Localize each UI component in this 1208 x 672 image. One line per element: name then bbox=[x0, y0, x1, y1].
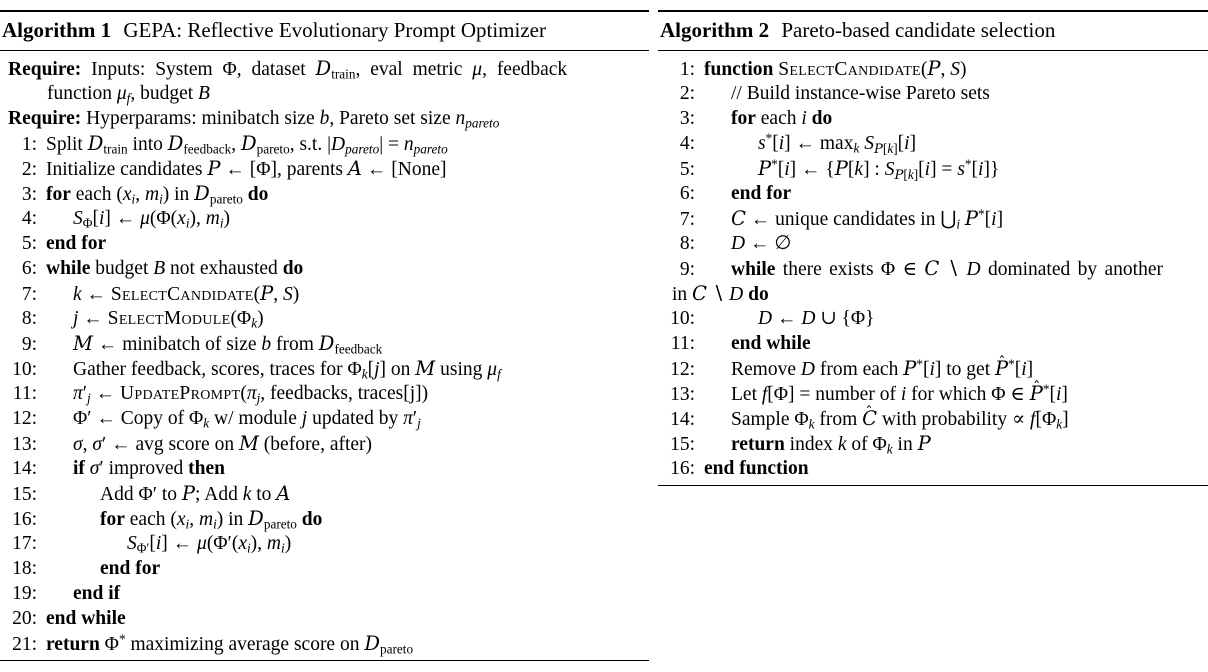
line-content: end for bbox=[731, 183, 792, 204]
algorithm-1 bbox=[0, 10, 649, 661]
line-number: 12: bbox=[12, 408, 37, 429]
line-content: M ← minibatch of size b from $D_{feedback}$ bbox=[73, 332, 383, 357]
algorithm-line bbox=[0, 506, 649, 531]
algorithm-2-caption-label: Algorithm 2 bbox=[660, 18, 770, 42]
algorithm-line bbox=[0, 256, 649, 281]
algorithm-line bbox=[0, 406, 649, 431]
line-content: Sample $\Phi_k$ from C ˆ with probability ∝ $f[\Phi_k]$ bbox=[704, 406, 1069, 432]
algorithm-line bbox=[658, 131, 1208, 156]
line-content: σ, σ′ ← avg score on M (before, after) bbox=[73, 432, 373, 455]
line-number: 3: bbox=[679, 108, 695, 129]
algorithm-line bbox=[0, 456, 649, 481]
line-content: function SelectCandidate(P, S) bbox=[704, 57, 967, 80]
line-content: end for bbox=[100, 558, 161, 579]
algorithm-2-bottom-rule bbox=[658, 485, 1208, 486]
algorithm-line bbox=[0, 231, 649, 256]
algorithm-line bbox=[658, 206, 1208, 231]
algorithm-1-caption-label: Algorithm 1 bbox=[2, 18, 112, 42]
line-number: 18: bbox=[12, 558, 37, 579]
algorithm-line bbox=[0, 156, 649, 181]
line-content: Let f[Φ] = number of i for which Φ ∈ P ˆ*[i] bbox=[704, 381, 1068, 407]
line-number: 6: bbox=[21, 258, 37, 279]
algorithm-line bbox=[658, 231, 1208, 256]
algorithm-line bbox=[658, 181, 1208, 206]
line-content: $\pi'_j$ ← $UpdatePrompt(\pi_j$, feedbacks, traces[j]) bbox=[73, 383, 429, 406]
line-number: 15: bbox=[12, 484, 37, 505]
algorithm-2-caption-title: Pareto-based candidate selection bbox=[781, 18, 1056, 42]
line-number: 11: bbox=[670, 333, 695, 354]
line-number: 10: bbox=[670, 308, 695, 329]
line-content: Φ′ ← Copy of $\Phi_k$ w/ module j updated by $\pi'_j$ bbox=[73, 408, 421, 431]
line-number: 15: bbox=[670, 434, 695, 455]
line-content: j ← $SelectModule(\Phi_k)$ bbox=[73, 308, 264, 331]
algorithm-2-caption bbox=[658, 12, 1208, 50]
line-number: 16: bbox=[12, 509, 37, 530]
algorithm-line bbox=[658, 106, 1208, 131]
line-number: 6: bbox=[679, 183, 695, 204]
algorithm-line bbox=[0, 131, 649, 156]
line-number: 11: bbox=[12, 383, 37, 404]
line-content: Require: Hyperparams: minibatch size b, Pareto set size $n_{pareto}$ bbox=[8, 108, 500, 131]
line-number: 13: bbox=[670, 384, 695, 405]
algorithm-line bbox=[0, 306, 649, 331]
line-number: 16: bbox=[670, 458, 695, 479]
line-number: 12: bbox=[670, 359, 695, 380]
algorithm-line bbox=[658, 306, 1208, 331]
line-content: for each ($x_i$, $m_i$) in $D_{pareto}$ do bbox=[100, 507, 323, 532]
algorithm-line bbox=[658, 81, 1208, 106]
line-number: 7: bbox=[21, 284, 37, 305]
line-number: 21: bbox=[12, 634, 37, 655]
algorithm-line bbox=[0, 581, 649, 606]
line-content: Remove D from each P*[i] to get P ˆ*[i] bbox=[704, 356, 1033, 382]
algorithm-line bbox=[658, 356, 1208, 381]
algorithm-line bbox=[658, 156, 1208, 181]
algorithm-1-body bbox=[0, 51, 649, 660]
algorithm-line bbox=[0, 356, 649, 381]
algorithm-line bbox=[0, 331, 649, 356]
line-content: end for bbox=[46, 233, 107, 254]
line-content: Add Φ′ to P; Add k to A bbox=[100, 482, 291, 505]
line-number: 9: bbox=[21, 334, 37, 355]
require-line bbox=[0, 56, 649, 81]
line-content: s*[i] ← $\max_k S_{P[k]}[i]$ bbox=[758, 130, 917, 157]
algorithm-line bbox=[0, 531, 649, 556]
algorithm-line bbox=[0, 181, 649, 206]
algorithm-line bbox=[658, 381, 1208, 406]
algorithm-line bbox=[0, 206, 649, 231]
algorithm-line bbox=[658, 331, 1208, 356]
wrapped-continuation-line bbox=[658, 281, 1208, 306]
line-content: if σ′ improved then bbox=[73, 458, 226, 479]
line-number: 17: bbox=[12, 533, 37, 554]
algorithm-line bbox=[658, 406, 1208, 431]
line-content: D ← ∅ bbox=[731, 233, 792, 254]
line-content: return index k of $\Phi_k$ in P bbox=[731, 432, 931, 457]
line-number: 9: bbox=[679, 259, 695, 280]
line-content: $S_\Phi[i]$ ← $\mu(\Phi(x_i)$, $m_i$) bbox=[73, 208, 231, 231]
algorithm-line bbox=[0, 631, 649, 656]
line-number: 14: bbox=[670, 409, 695, 430]
line-content: // Build instance-wise Pareto sets bbox=[731, 83, 990, 104]
algorithm-line bbox=[0, 606, 649, 631]
algorithm-1-caption-title: GEPA: Reflective Evolutionary Prompt Optimizer bbox=[123, 18, 546, 42]
line-number: 1: bbox=[679, 59, 695, 80]
line-number: 2: bbox=[679, 83, 695, 104]
line-content: end function bbox=[704, 458, 809, 479]
line-content: Require: Inputs: System Φ, dataset $D_{train}$, eval metric μ, feedback bbox=[8, 57, 568, 82]
line-content: while budget B not exhausted do bbox=[46, 258, 304, 279]
line-number: 7: bbox=[679, 209, 695, 230]
line-content: function $\mu_f$, budget B bbox=[47, 83, 210, 106]
line-content: Gather feedback, scores, traces for $\Phi_k[j]$ on M using $\mu_f$ bbox=[73, 357, 501, 382]
algorithm-line bbox=[658, 256, 1208, 281]
line-content: D ← D ∪ {Φ} bbox=[758, 308, 875, 329]
line-content: in C ∖ D do bbox=[672, 282, 769, 305]
line-number: 2: bbox=[21, 159, 37, 180]
line-number: 4: bbox=[21, 208, 37, 229]
line-content: k ← SelectCandidate(P, S) bbox=[73, 282, 300, 305]
line-content: Initialize candidates P ← [Φ], parents A ← [None] bbox=[46, 157, 447, 180]
line-number: 14: bbox=[12, 458, 37, 479]
line-content: P*[i] ← {P[k] : $S_{P[k]}[i] = s^*[i]$} bbox=[758, 156, 1000, 183]
line-content: return Φ* maximizing average score on $D_{pareto}$ bbox=[46, 631, 414, 657]
line-number: 5: bbox=[21, 233, 37, 254]
algorithm-1-caption bbox=[0, 12, 649, 50]
line-number: 5: bbox=[679, 159, 695, 180]
line-content: end while bbox=[46, 608, 126, 629]
line-content: Split $D_{train}$ into $D_{feedback}$, $D_{pareto}$, s.t. $|D_{pareto}| = n_{pareto}$ bbox=[46, 132, 448, 157]
line-number: 19: bbox=[12, 583, 37, 604]
line-number: 1: bbox=[21, 134, 37, 155]
algorithm-line bbox=[658, 456, 1208, 481]
line-number: 4: bbox=[679, 133, 695, 154]
line-number: 10: bbox=[12, 359, 37, 380]
line-content: end while bbox=[731, 333, 811, 354]
algorithm-1-bottom-rule bbox=[0, 660, 649, 661]
line-number: 8: bbox=[679, 233, 695, 254]
algorithm-line bbox=[0, 431, 649, 456]
algorithm-line bbox=[0, 556, 649, 581]
algorithm-line bbox=[0, 481, 649, 506]
algorithm-2 bbox=[658, 10, 1208, 486]
line-number: 13: bbox=[12, 434, 37, 455]
line-number: 8: bbox=[21, 308, 37, 329]
line-content: $S_{\Phi'}[i]$ ← $\mu(\Phi'(x_i)$, $m_i$) bbox=[127, 533, 292, 556]
algorithm-2-body bbox=[658, 51, 1208, 485]
line-number: 20: bbox=[12, 608, 37, 629]
algorithm-line bbox=[0, 281, 649, 306]
algorithm-line bbox=[658, 56, 1208, 81]
line-content: for each ($x_i$, $m_i$) in $D_{pareto}$ do bbox=[46, 182, 269, 207]
require-line bbox=[0, 106, 649, 131]
line-content: while there exists Φ ∈ C ∖ D dominated by another bbox=[731, 257, 1163, 280]
line-content: C ← unique candidates in $⋃_i$ P*[i] bbox=[731, 206, 1004, 232]
wrapped-continuation-line bbox=[0, 81, 649, 106]
line-number: 3: bbox=[21, 184, 37, 205]
line-content: end if bbox=[73, 583, 121, 604]
algorithm-line bbox=[0, 381, 649, 406]
line-content: for each i do bbox=[731, 108, 833, 129]
algorithm-line bbox=[658, 431, 1208, 456]
